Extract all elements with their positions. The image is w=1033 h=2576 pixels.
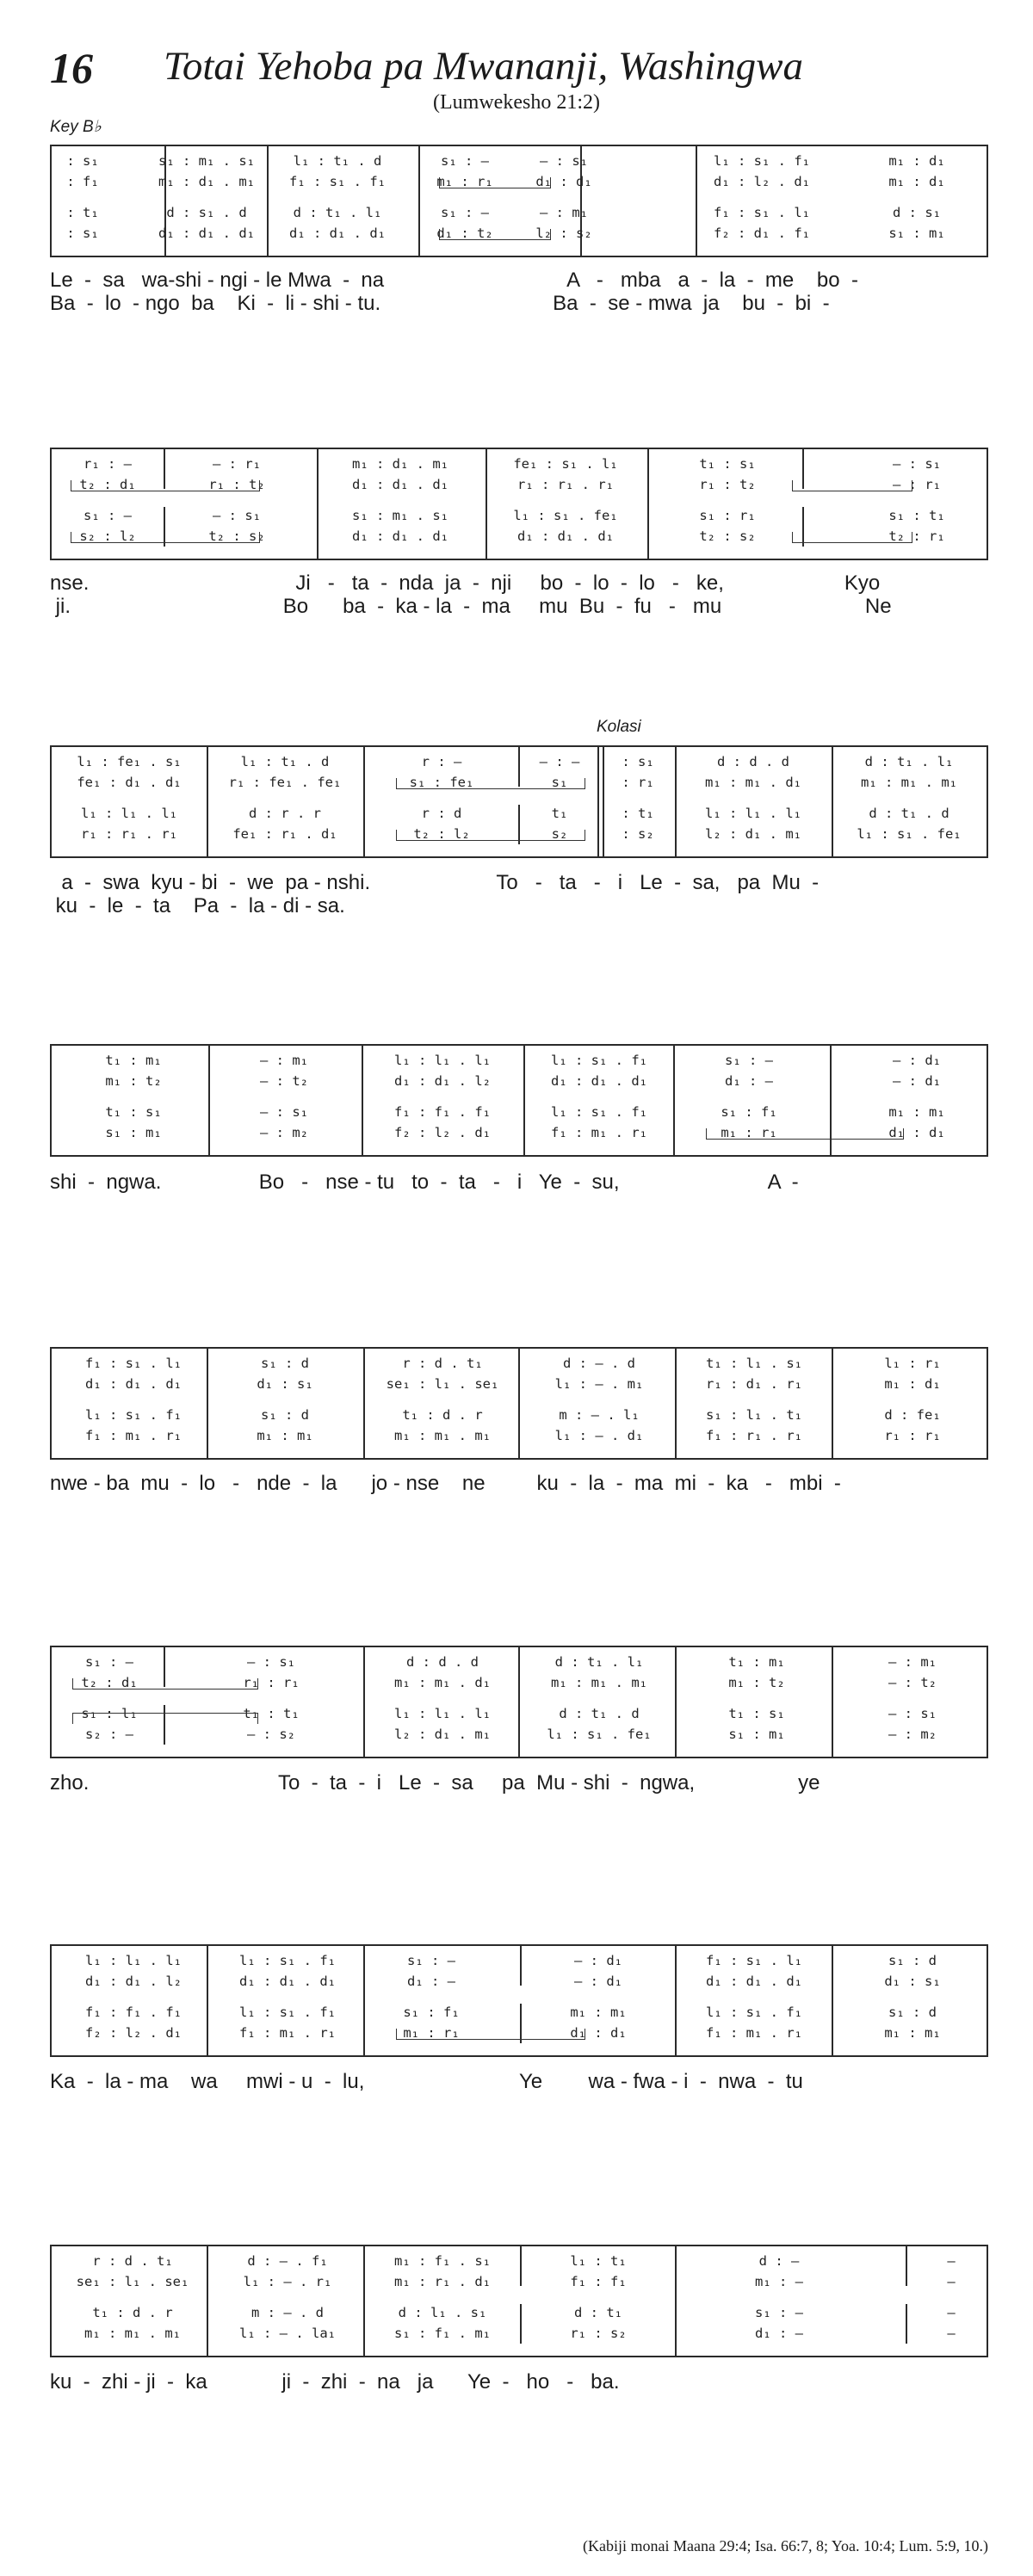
note-cell: — : s₁ — [888, 1706, 937, 1721]
note-cell: l₁ : t₁ . d — [240, 754, 330, 769]
note-cell: : t₁ — [66, 205, 99, 220]
lyric-line: ji. Bo ba - ka - la - ma mu Bu - fu - mu Ne — [50, 595, 892, 618]
note-cell: s₂ : — — [85, 1727, 133, 1742]
note-cell: s₁ : d — [888, 1953, 937, 1968]
note-cell: t₂ : r₁ — [888, 528, 945, 544]
note-cell: t₂ : l₂ — [413, 826, 470, 842]
note-cell: s₁ : t₁ — [888, 508, 945, 523]
note-cell: d₁ : — — [725, 1073, 773, 1089]
lyric-line: nse. Ji - ta - nda ja - nji bo - lo - lo - ke, Kyo — [50, 571, 881, 595]
note-cell: f₁ : s₁ . l₁ — [706, 1953, 802, 1968]
note-cell: d : t₁ . l₁ — [554, 1654, 644, 1670]
note-cell: s₂ : l₂ — [79, 528, 136, 544]
note-cell: s₁ — [551, 775, 568, 790]
lyric-line: nwe - ba mu - lo - nde - la jo - nse ne ku - la - ma mi - ka - mbi - — [50, 1472, 841, 1495]
note-cell: m₁ : d₁ — [888, 153, 945, 169]
slur-mark — [439, 177, 551, 188]
note-cell: d₁ : d₁ . l₂ — [85, 1974, 182, 1989]
note-cell: d : d . d — [717, 754, 789, 769]
note-cell: : f₁ — [66, 174, 99, 189]
note-cell: m : – . d — [251, 2305, 324, 2320]
music-system-5 — [50, 1347, 988, 1460]
note-cell: d₁ : l₂ . d₁ — [714, 174, 810, 189]
note-cell: l₁ : l₁ . l₁ — [394, 1053, 491, 1068]
note-cell: — : s₁ — [247, 1654, 295, 1670]
note-cell: — : r₁ — [213, 456, 261, 472]
note-cell: d₁ : d₁ — [570, 2025, 627, 2041]
note-cell: l₁ : – . d₁ — [554, 1428, 644, 1443]
note-cell: d₁ : d₁ . d₁ — [706, 1974, 802, 1989]
hymn-subtitle: (Lumwekesho 21:2) — [433, 91, 600, 114]
note-cell: l₁ : l₁ . l₁ — [85, 1953, 182, 1968]
hymn-number: 16 — [50, 44, 93, 92]
note-cell: m₁ : r₁ — [436, 174, 493, 189]
note-cell: r : — — [421, 754, 462, 769]
note-cell: l₂ : d₁ . m₁ — [705, 826, 801, 842]
note-cell: m₁ : m₁ . m₁ — [861, 775, 957, 790]
note-cell: d₁ : d₁ — [888, 1125, 945, 1140]
note-cell: s₁ : d — [261, 1356, 309, 1371]
note-cell: l₁ : fe₁ . s₁ — [77, 754, 182, 769]
note-cell: r₁ : r₁ — [243, 1675, 300, 1690]
music-system-8 — [50, 2245, 988, 2357]
note-cell: d : d . d — [406, 1654, 479, 1670]
note-cell: f₁ : s₁ . l₁ — [714, 205, 810, 220]
note-cell: t₂ : s₂ — [208, 528, 265, 544]
note-cell: : r₁ — [622, 775, 654, 790]
note-cell: — — [947, 2274, 956, 2289]
note-cell: t₂ : d₁ — [79, 477, 136, 492]
note-cell: d : t₁ . d — [869, 806, 949, 821]
note-cell: s₁ : m₁ — [728, 1727, 785, 1742]
lyric-line: shi - ngwa. Bo - nse - tu to - ta - i Ye - su, A - — [50, 1171, 799, 1194]
note-cell: f₁ : m₁ . r₁ — [85, 1428, 182, 1443]
note-cell: s₁ : m₁ — [105, 1125, 162, 1140]
note-cell: m₁ : m₁ . m₁ — [394, 1428, 491, 1443]
note-cell: — — [947, 2326, 956, 2341]
note-cell: fe₁ : d₁ . d₁ — [77, 775, 182, 790]
note-cell: s₁ : — — [84, 508, 132, 523]
note-cell: t₁ : s₁ — [699, 456, 756, 472]
slur-mark — [71, 532, 260, 543]
note-cell: m₁ : d₁ — [884, 1376, 941, 1392]
note-cell: — : t₂ — [888, 1675, 937, 1690]
note-cell: l₁ : t₁ . d — [293, 153, 382, 169]
note-cell: f₁ : m₁ . r₁ — [239, 2025, 336, 2041]
slur-mark — [792, 480, 912, 491]
note-cell: — — [947, 2253, 956, 2269]
note-cell: t₁ : s₁ — [105, 1104, 162, 1120]
note-cell: t₁ : d . r — [402, 1407, 483, 1423]
note-cell: d : t₁ . l₁ — [864, 754, 954, 769]
note-cell: l₂ : d₁ . m₁ — [394, 1727, 491, 1742]
note-cell: — : m₂ — [888, 1727, 937, 1742]
note-cell: f₂ : l₂ . d₁ — [85, 2025, 182, 2041]
note-cell: — : r₁ — [893, 477, 941, 492]
note-cell: r : d — [421, 806, 462, 821]
note-cell: : s₁ — [622, 754, 654, 769]
note-cell: l₁ : s₁ . f₁ — [551, 1053, 647, 1068]
note-cell: d₁ : d₁ . d₁ — [352, 528, 448, 544]
note-cell: f₁ : f₁ — [570, 2274, 627, 2289]
note-cell: l₁ : s₁ . f₁ — [714, 153, 810, 169]
note-cell: m₁ : d₁ . m₁ — [352, 456, 448, 472]
note-cell: fe₁ : s₁ . l₁ — [513, 456, 618, 472]
note-cell: — : m₁ — [260, 1053, 308, 1068]
note-cell: — : m₁ — [540, 205, 588, 220]
note-cell: — : t₂ — [260, 1073, 308, 1089]
note-cell: s₁ : — — [407, 1953, 455, 1968]
note-cell: m₁ : t₂ — [728, 1675, 785, 1690]
note-cell: l₁ : s₁ . fe₁ — [547, 1727, 652, 1742]
note-cell: s₁ : — — [725, 1053, 773, 1068]
note-cell: d₁ : s₁ — [884, 1974, 941, 1989]
note-cell: m₁ : r₁ . d₁ — [394, 2274, 491, 2289]
note-cell: d₁ : d₁ . d₁ — [289, 225, 386, 241]
note-cell: s₁ : f₁ — [721, 1104, 777, 1120]
note-cell: s₁ : m₁ — [888, 225, 945, 241]
slur-mark — [396, 2029, 585, 2040]
note-cell: m₁ : — — [755, 2274, 803, 2289]
note-cell: t₁ — [551, 806, 568, 821]
section-mark-kolasi: Kolasi — [597, 718, 641, 736]
note-cell: f₁ : f₁ . f₁ — [85, 2005, 182, 2020]
note-cell: s₁ : m₁ . s₁ — [158, 153, 255, 169]
note-cell: f₁ : r₁ . r₁ — [706, 1428, 802, 1443]
note-cell: m₁ : d₁ . m₁ — [158, 174, 255, 189]
note-cell: m₁ : m₁ . d₁ — [705, 775, 801, 790]
note-cell: l₁ : – . r₁ — [243, 2274, 332, 2289]
note-cell: — : s₂ — [247, 1727, 295, 1742]
note-cell: — : d₁ — [574, 1974, 622, 1989]
note-cell: l₁ : l₁ . l₁ — [705, 806, 801, 821]
music-system-6 — [50, 1646, 988, 1758]
note-cell: m₁ : m₁ — [888, 1104, 945, 1120]
slur-mark — [706, 1128, 904, 1140]
note-cell: : s₁ — [66, 153, 99, 169]
note-cell: f₂ : l₂ . d₁ — [394, 1125, 491, 1140]
note-cell: d₁ : d₁ . d₁ — [158, 225, 255, 241]
note-cell: d : t₁ — [574, 2305, 622, 2320]
note-cell: m₁ : d₁ — [888, 174, 945, 189]
slur-mark — [72, 1678, 258, 1690]
note-cell: d : r . r — [249, 806, 321, 821]
note-cell: s₁ : — — [755, 2305, 803, 2320]
music-system-3 — [50, 745, 988, 858]
note-cell: r₁ : r₁ . r₁ — [81, 826, 177, 842]
note-cell: — : m₂ — [260, 1125, 308, 1140]
note-cell: r₁ : d₁ . r₁ — [706, 1376, 802, 1392]
note-cell: r₁ : s₂ — [570, 2326, 627, 2341]
note-cell: t₁ : d . r — [92, 2305, 173, 2320]
note-cell: t₁ : m₁ — [728, 1654, 785, 1670]
note-cell: r₁ : t₂ — [699, 477, 756, 492]
note-cell: f₁ : m₁ . r₁ — [551, 1125, 647, 1140]
note-cell: d : fe₁ — [884, 1407, 941, 1423]
note-cell: t₁ : l₁ . s₁ — [706, 1356, 802, 1371]
note-cell: r₁ : fe₁ . fe₁ — [228, 775, 342, 790]
note-cell: d : l₁ . s₁ — [398, 2305, 487, 2320]
note-cell: d₁ : — — [755, 2326, 803, 2341]
note-cell: d₁ : d₁ . d₁ — [551, 1073, 647, 1089]
slur-mark — [792, 532, 912, 543]
note-cell: d₁ : — — [407, 1974, 455, 1989]
note-cell: s₁ : — — [441, 153, 489, 169]
note-cell: s₁ : d — [261, 1407, 309, 1423]
note-cell: d₁ : t₂ — [436, 225, 493, 241]
note-cell: d : s₁ — [893, 205, 941, 220]
slur-mark — [396, 830, 585, 841]
note-cell: s₁ : — — [441, 205, 489, 220]
note-cell: s₁ : r₁ — [699, 508, 756, 523]
note-cell: f₁ : s₁ . f₁ — [289, 174, 386, 189]
note-cell: s₂ — [551, 826, 568, 842]
music-system-4 — [50, 1044, 988, 1157]
note-cell: se₁ : l₁ . se₁ — [76, 2274, 189, 2289]
note-cell: l₁ : r₁ — [884, 1356, 941, 1371]
note-cell: m₁ : m₁ — [884, 2025, 941, 2041]
note-cell: s₁ : m₁ . s₁ — [352, 508, 448, 523]
note-cell: l₁ : t₁ — [570, 2253, 627, 2269]
note-cell: l₁ : s₁ . f₁ — [706, 2005, 802, 2020]
note-cell: m₁ : m₁ . m₁ — [551, 1675, 647, 1690]
note-cell: l₂ : s₂ — [535, 225, 592, 241]
note-cell: f₂ : d₁ . f₁ — [714, 225, 810, 241]
note-cell: : s₂ — [622, 826, 654, 842]
note-cell: t₁ : t₁ — [243, 1706, 300, 1721]
lyric-line: a - swa kyu - bi - we pa - nshi. To - ta - i Le - sa, pa Mu - — [50, 871, 820, 894]
lyric-line: zho. To - ta - i Le - sa pa Mu - shi - ngwa, ye — [50, 1771, 820, 1795]
note-cell: — — [947, 2305, 956, 2320]
lyric-line: Ka - la - ma wa mwi - u - lu, Ye wa - fwa - i - nwa - tu — [50, 2070, 803, 2093]
note-cell: r₁ : — — [84, 456, 132, 472]
note-cell: l₁ : l₁ . l₁ — [394, 1706, 491, 1721]
note-cell: d : t₁ . d — [559, 1706, 640, 1721]
note-cell: l₁ : – . la₁ — [239, 2326, 336, 2341]
note-cell: m₁ : m₁ — [570, 2005, 627, 2020]
note-cell: m : – . l₁ — [559, 1407, 640, 1423]
note-cell: s₁ : l₁ — [81, 1706, 138, 1721]
note-cell: d : – . f₁ — [247, 2253, 328, 2269]
music-system-1 — [50, 145, 988, 257]
note-cell: r : d . t₁ — [92, 2253, 173, 2269]
lyric-line: Ba - lo - ngo ba Ki - li - shi - tu. Ba - se - mwa ja bu - bi - — [50, 292, 830, 315]
note-cell: s₁ : l₁ . t₁ — [706, 1407, 802, 1423]
note-cell: l₁ : s₁ . fe₁ — [857, 826, 962, 842]
note-cell: — : — — [539, 754, 580, 769]
note-cell: l₁ : s₁ . f₁ — [551, 1104, 647, 1120]
note-cell: f₁ : f₁ . f₁ — [394, 1104, 491, 1120]
slur-mark — [396, 778, 585, 789]
note-cell: — : s₁ — [260, 1104, 308, 1120]
key-signature: Key B♭ — [50, 118, 102, 136]
music-system-7 — [50, 1944, 988, 2057]
lyric-line: Le - sa wa-shi - ngi - le Mwa - na A - mba a - la - me bo - — [50, 269, 858, 292]
note-cell: — : s₁ — [540, 153, 588, 169]
note-cell: m₁ : t₂ — [105, 1073, 162, 1089]
note-cell: l₁ : s₁ . fe₁ — [513, 508, 618, 523]
note-cell: l₁ : s₁ . f₁ — [239, 2005, 336, 2020]
note-cell: s₁ : fe₁ — [409, 775, 474, 790]
note-cell: m₁ : m₁ — [257, 1428, 313, 1443]
note-cell: d₁ : d₁ . l₂ — [394, 1073, 491, 1089]
note-cell: — : d₁ — [893, 1073, 941, 1089]
note-cell: s₁ : d — [888, 2005, 937, 2020]
scripture-references: (Kabiji monai Maana 29:4; Isa. 66:7, 8; Yoa. 10:4; Lum. 5:9, 10.) — [583, 2537, 988, 2554]
note-cell: d : s₁ . d — [166, 205, 247, 220]
note-cell: l₁ : l₁ . l₁ — [81, 806, 177, 821]
slur-mark — [72, 1713, 258, 1724]
note-cell: l₁ : s₁ . f₁ — [85, 1407, 182, 1423]
note-cell: d₁ : d₁ . d₁ — [85, 1376, 182, 1392]
note-cell: — : d₁ — [893, 1053, 941, 1068]
note-cell: t₂ : s₂ — [699, 528, 756, 544]
note-cell: — : d₁ — [574, 1953, 622, 1968]
note-cell: m₁ : m₁ . m₁ — [84, 2326, 181, 2341]
note-cell: m₁ : f₁ . s₁ — [394, 2253, 491, 2269]
slur-mark — [71, 480, 260, 491]
hymn-title: Totai Yehoba pa Mwananji, Washingwa — [164, 44, 804, 89]
slur-mark — [439, 229, 551, 240]
note-cell: s₁ : — — [85, 1654, 133, 1670]
lyric-line: ku - le - ta Pa - la - di - sa. — [50, 894, 345, 917]
note-cell: r₁ : t₂ — [208, 477, 265, 492]
note-cell: s₁ : f₁ . m₁ — [394, 2326, 491, 2341]
note-cell: l₁ : s₁ . f₁ — [239, 1953, 336, 1968]
note-cell: : s₁ — [66, 225, 99, 241]
music-system-2 — [50, 448, 988, 560]
note-cell: : t₁ — [622, 806, 654, 821]
note-cell: m₁ : m₁ . d₁ — [394, 1675, 491, 1690]
note-cell: d : t₁ . l₁ — [293, 205, 382, 220]
note-cell: m₁ : r₁ — [403, 2025, 460, 2041]
note-cell: f₁ : m₁ . r₁ — [706, 2025, 802, 2041]
note-cell: d₁ : s₁ — [257, 1376, 313, 1392]
note-cell: m₁ : r₁ — [721, 1125, 777, 1140]
note-cell: r : d . t₁ — [402, 1356, 483, 1371]
note-cell: d₁ : d₁ . d₁ — [352, 477, 448, 492]
note-cell: f₁ : s₁ . l₁ — [85, 1356, 182, 1371]
note-cell: fe₁ : r₁ . d₁ — [232, 826, 337, 842]
note-cell: r₁ : r₁ . r₁ — [517, 477, 614, 492]
note-cell: t₁ : m₁ — [105, 1053, 162, 1068]
note-cell: — : s₁ — [893, 456, 941, 472]
note-cell: d₁ : d₁ — [535, 174, 592, 189]
note-cell: l₁ : – . m₁ — [554, 1376, 644, 1392]
lyric-line: ku - zhi - ji - ka ji - zhi - na ja Ye - ho - ba. — [50, 2370, 620, 2394]
note-cell: — : m₁ — [888, 1654, 937, 1670]
note-cell: d₁ : d₁ . d₁ — [239, 1974, 336, 1989]
note-cell: — : s₁ — [213, 508, 261, 523]
note-cell: d : – . d — [563, 1356, 635, 1371]
note-cell: t₁ : s₁ — [728, 1706, 785, 1721]
note-cell: d₁ : d₁ . d₁ — [517, 528, 614, 544]
note-cell: se₁ : l₁ . se₁ — [386, 1376, 499, 1392]
note-cell: d : — — [758, 2253, 800, 2269]
note-cell: t₂ : d₁ — [81, 1675, 138, 1690]
note-cell: r₁ : r₁ — [884, 1428, 941, 1443]
note-cell: s₁ : f₁ — [403, 2005, 460, 2020]
